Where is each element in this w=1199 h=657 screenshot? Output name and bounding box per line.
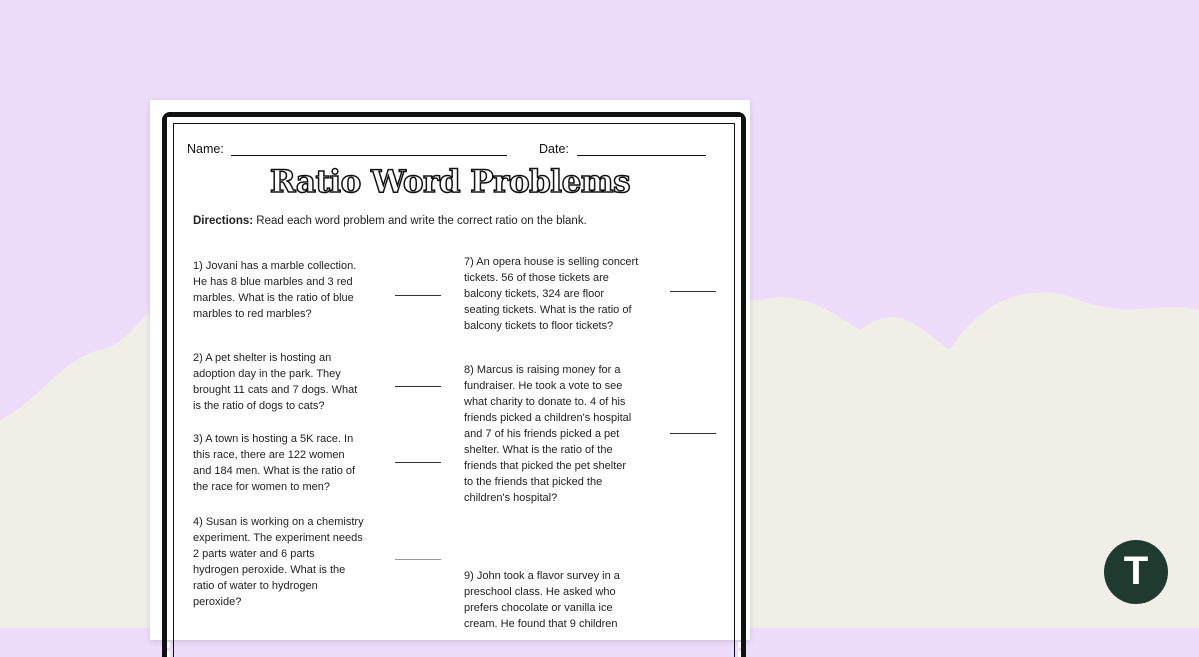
brand-logo — [1104, 540, 1168, 604]
problem-4: 4) Susan is working on a chemistry experiment. The experiment needs 2 parts water and 6 parts hydrogen peroxide. What is the ratio of water to hydrogen peroxide? — [193, 516, 364, 608]
logo-letter: T — [1123, 549, 1149, 593]
directions-text: Read each word problem and write the correct ratio on the blank. — [253, 215, 587, 227]
problem-1: 1) Jovani has a marble collection. He has 8 blue marbles and 3 red marbles. What is the ratio of blue marbles to red marbles? — [193, 260, 357, 320]
answer-blank-8[interactable] — [670, 433, 716, 434]
name-label: Name: — [187, 142, 224, 156]
answer-blank-4[interactable] — [395, 559, 441, 560]
answer-blank-2[interactable] — [395, 386, 441, 387]
directions — [193, 213, 587, 229]
problem-8: 8) Marcus is raising money for a fundraiser. He took a vote to see what charity to donate to. 4 of his friends picked a children's hospital and 7 of his friends picked a pet shelter. What is the ratio of the friends that picked the pet shelter to the friends that picked the children's hospital? — [464, 364, 632, 504]
worksheet-title: Ratio Word Problems — [269, 164, 631, 200]
date-label: Date: — [539, 142, 569, 156]
problem-3: 3) A town is hosting a 5K race. In this race, there are 122 women and 184 men. What is the ratio of the race for women to men? — [193, 433, 356, 493]
answer-blank-1[interactable] — [395, 295, 441, 296]
date-field[interactable] — [577, 155, 706, 156]
answer-blank-7[interactable] — [670, 291, 716, 292]
answer-blank-3[interactable] — [395, 462, 441, 463]
problem-7: 7) An opera house is selling concert tickets. 56 of those tickets are balcony tickets, 324 are floor seating tickets. What is the ratio of balcony tickets to floor tickets? — [464, 256, 639, 332]
worksheet — [150, 100, 750, 640]
problem-2: 2) A pet shelter is hosting an adoption day in the park. They brought 11 cats and 7 dogs. What is the ratio of dogs to cats? — [193, 352, 358, 412]
directions-label: Directions: — [193, 215, 254, 227]
name-field[interactable] — [231, 155, 507, 156]
problem-9: 9) John took a flavor survey in a preschool class. He asked who prefers chocolate or vanilla ice cream. He found that 9 children — [464, 570, 620, 630]
